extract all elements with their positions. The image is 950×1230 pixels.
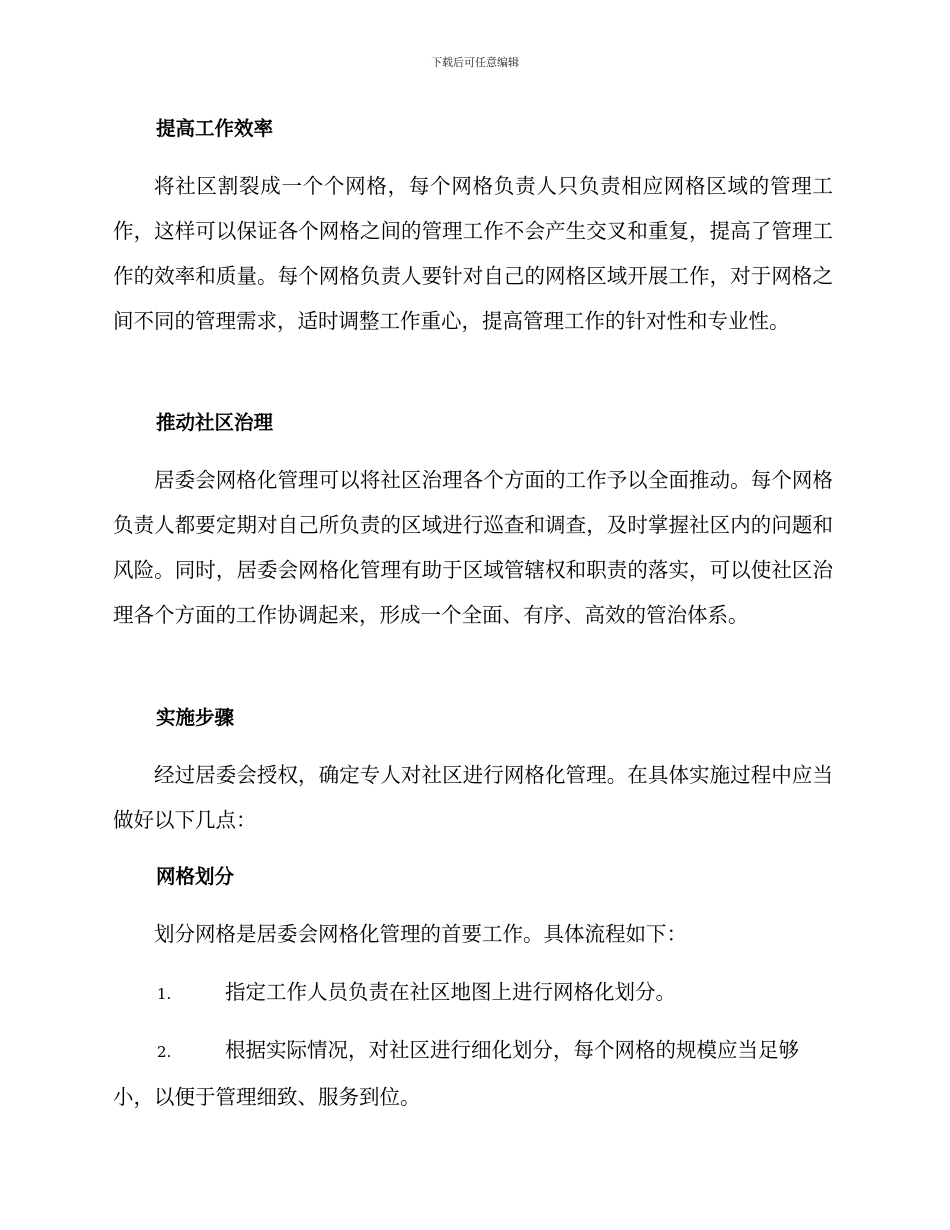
header-note: 下载后可任意编辑 [431, 56, 519, 69]
section-paragraph-governance: 居委会网格化管理可以将社区治理各个方面的工作予以全面推动。每个网格负责人都要定期对自己所负责的区域进行巡查和调查，及时掌握社区内的问题和风险。同时，居委会网格化管理有助于区域管辖权和职责的落实，可以使社区治理各个方面的工作协调起来，形成一个全面、有序、高效的管治体系。 [113, 468, 833, 627]
list-item-number: 2. [157, 1043, 172, 1061]
section-paragraph-efficiency: 将社区割裂成一个个网格，每个网格负责人只负责相应网格区域的管理工作，这样可以保证各个网格之间的管理工作不会产生交叉和重复，提高了管理工作的效率和质量。每个网格负责人要针对自己的网格区域开展工作，对于网格之间不同的管理需求，适时调整工作重心，提高管理工作的针对性和专业性。 [113, 174, 833, 333]
section-paragraph-steps: 经过居委会授权，确定专人对社区进行网格化管理。在具体实施过程中应当做好以下几点： [113, 763, 833, 832]
list-item [113, 970, 833, 1017]
section-heading-steps: 实施步骤 [156, 706, 235, 729]
list-item-text: 指定工作人员负责在社区地图上进行网格化划分。 [225, 980, 676, 1004]
section-heading-governance: 推动社区治理 [156, 411, 274, 434]
list-item-text: 根据实际情况，对社区进行细化划分，每个网格的规模应当足够小，以便于管理细致、服务到位。 [113, 1038, 799, 1109]
section-paragraph-grid-division: 划分网格是居委会网格化管理的首要工作。具体流程如下： [154, 922, 687, 946]
list-item [113, 1028, 833, 1120]
section-heading-efficiency: 提高工作效率 [156, 117, 274, 140]
section-heading-grid-division: 网格划分 [156, 865, 235, 888]
list-item-number: 1. [157, 985, 172, 1003]
